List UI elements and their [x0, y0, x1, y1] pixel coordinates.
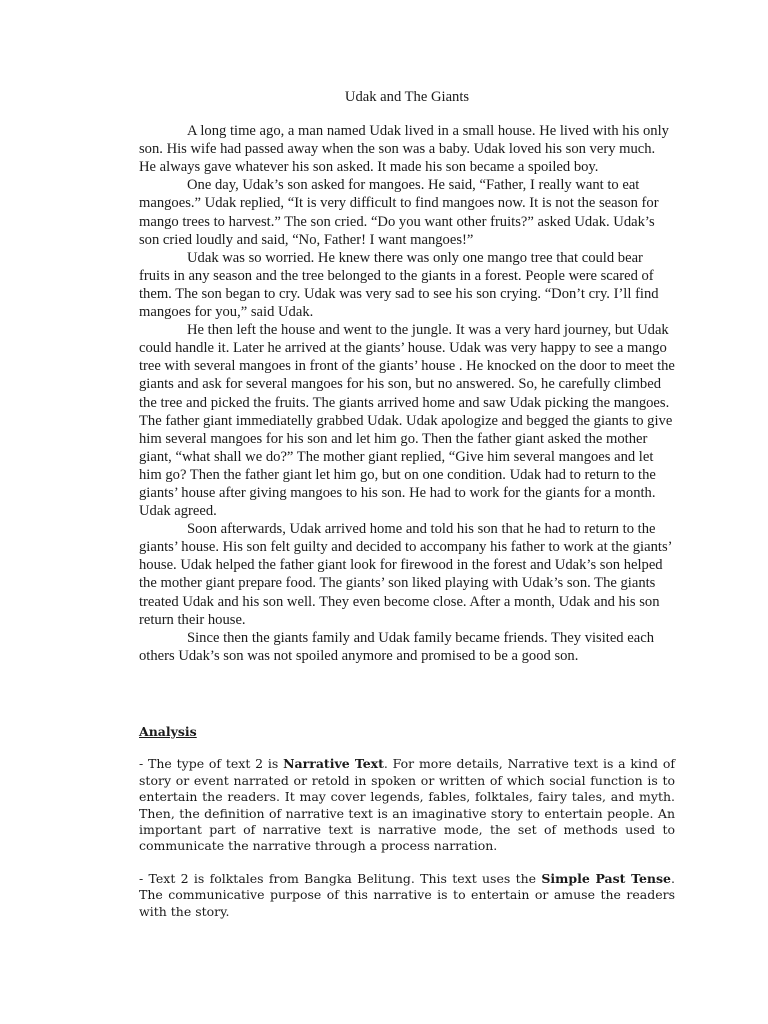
analysis-text: - Text 2 is folktales from Bangka Belitung. This text uses the: [139, 870, 542, 886]
story-paragraph: One day, Udak’s son asked for mangoes. He said, “Father, I really want to eat mangoes.” Udak replied, “It is very difficult to find mangoes now. It is not the season for mango trees to harvest.” The son cried. “Do you want other fruits?” asked Udak. Udak’s son cried loudly and said, “No, Father! I want mangoes!”: [139, 177, 659, 248]
story-paragraph: Udak was so worried. He knew there was only one mango tree that could bear fruits in any season and the tree belonged to the giants in a forest. People were scared of them. The son began to cry. Udak was very sad to see his son crying. “Don’t cry. I’ll find mangoes for you,” said Udak.: [139, 249, 659, 321]
story-paragraph: Since then the giants family and Udak family became friends. They visited each others Udak’s son was not spoiled anymore and promised to be a good son.: [139, 629, 654, 664]
analysis-text: . For more details, Narrative text is a kind of story or event narrated or retold in spoken or written of which social function is to entertain the readers. It may cover legends, fables, folktales, fairy tales, and myth. Then, the definition of narrative text is an imaginative story to entertain people. An important part of narrative text is narrative mode, the set of methods used to communicate the narrative through a process narration.: [139, 756, 675, 854]
story-section: [139, 88, 675, 665]
analysis-text: . The communicative purpose of this narrative is to entertain or amuse the readers with the story.: [139, 870, 675, 919]
story-paragraph: Soon afterwards, Udak arrived home and told his son that he had to return to the giants’ house. His son felt guilty and decided to accompany his father to work at the giants’ house. Udak helped the father giant look for firewood in the forest and Udak’s son helped the mother giant prepare food. The giants’ son liked playing with Udak’s son. The giants treated Udak and his son well. They even become close. After a month, Udak and his son return their house.: [139, 521, 672, 628]
analysis-point-tense: [139, 871, 675, 920]
story-paragraph: A long time ago, a man named Udak lived in a small house. He lived with his only son. His wife had passed away when the son was a baby. Udak loved his son very much. He always gave whatever his son asked. It made his son became a spoiled boy.: [139, 123, 669, 176]
analysis-section: [139, 724, 675, 936]
bold-term: Narrative Text: [283, 756, 384, 772]
analysis-point-text-type: [139, 756, 675, 854]
document-title: Udak and The Giants: [344, 89, 470, 105]
bold-term: Simple Past Tense: [541, 870, 671, 886]
story-paragraph: He then left the house and went to the jungle. It was a very hard journey, but Udak could handle it. Later he arrived at the giants’ house. Udak was very happy to see a mango tree with several mangoes in front of the giants’ house . He knocked on the door to meet the giants and ask for several mangoes for his son, but no answered. So, he carefully climbed the tree and picked the fruits. The giants arrived home and saw Udak picking the mangoes. The father giant immediatelly grabbed Udak. Udak apologize and begged the giants to give him several mangoes for his son and let him go. Then the father giant asked the mother giant, “what shall we do?” The mother giant replied, “Give him several mangoes and let him go? Then the father giant let him go, but on one condition. Udak had to return to the giants’ house after giving mangoes to his son. He had to work for the giants for a month. Udak agreed.: [139, 322, 675, 520]
analysis-heading: Analysis: [139, 724, 197, 739]
analysis-text: - The type of text 2 is: [139, 756, 284, 772]
